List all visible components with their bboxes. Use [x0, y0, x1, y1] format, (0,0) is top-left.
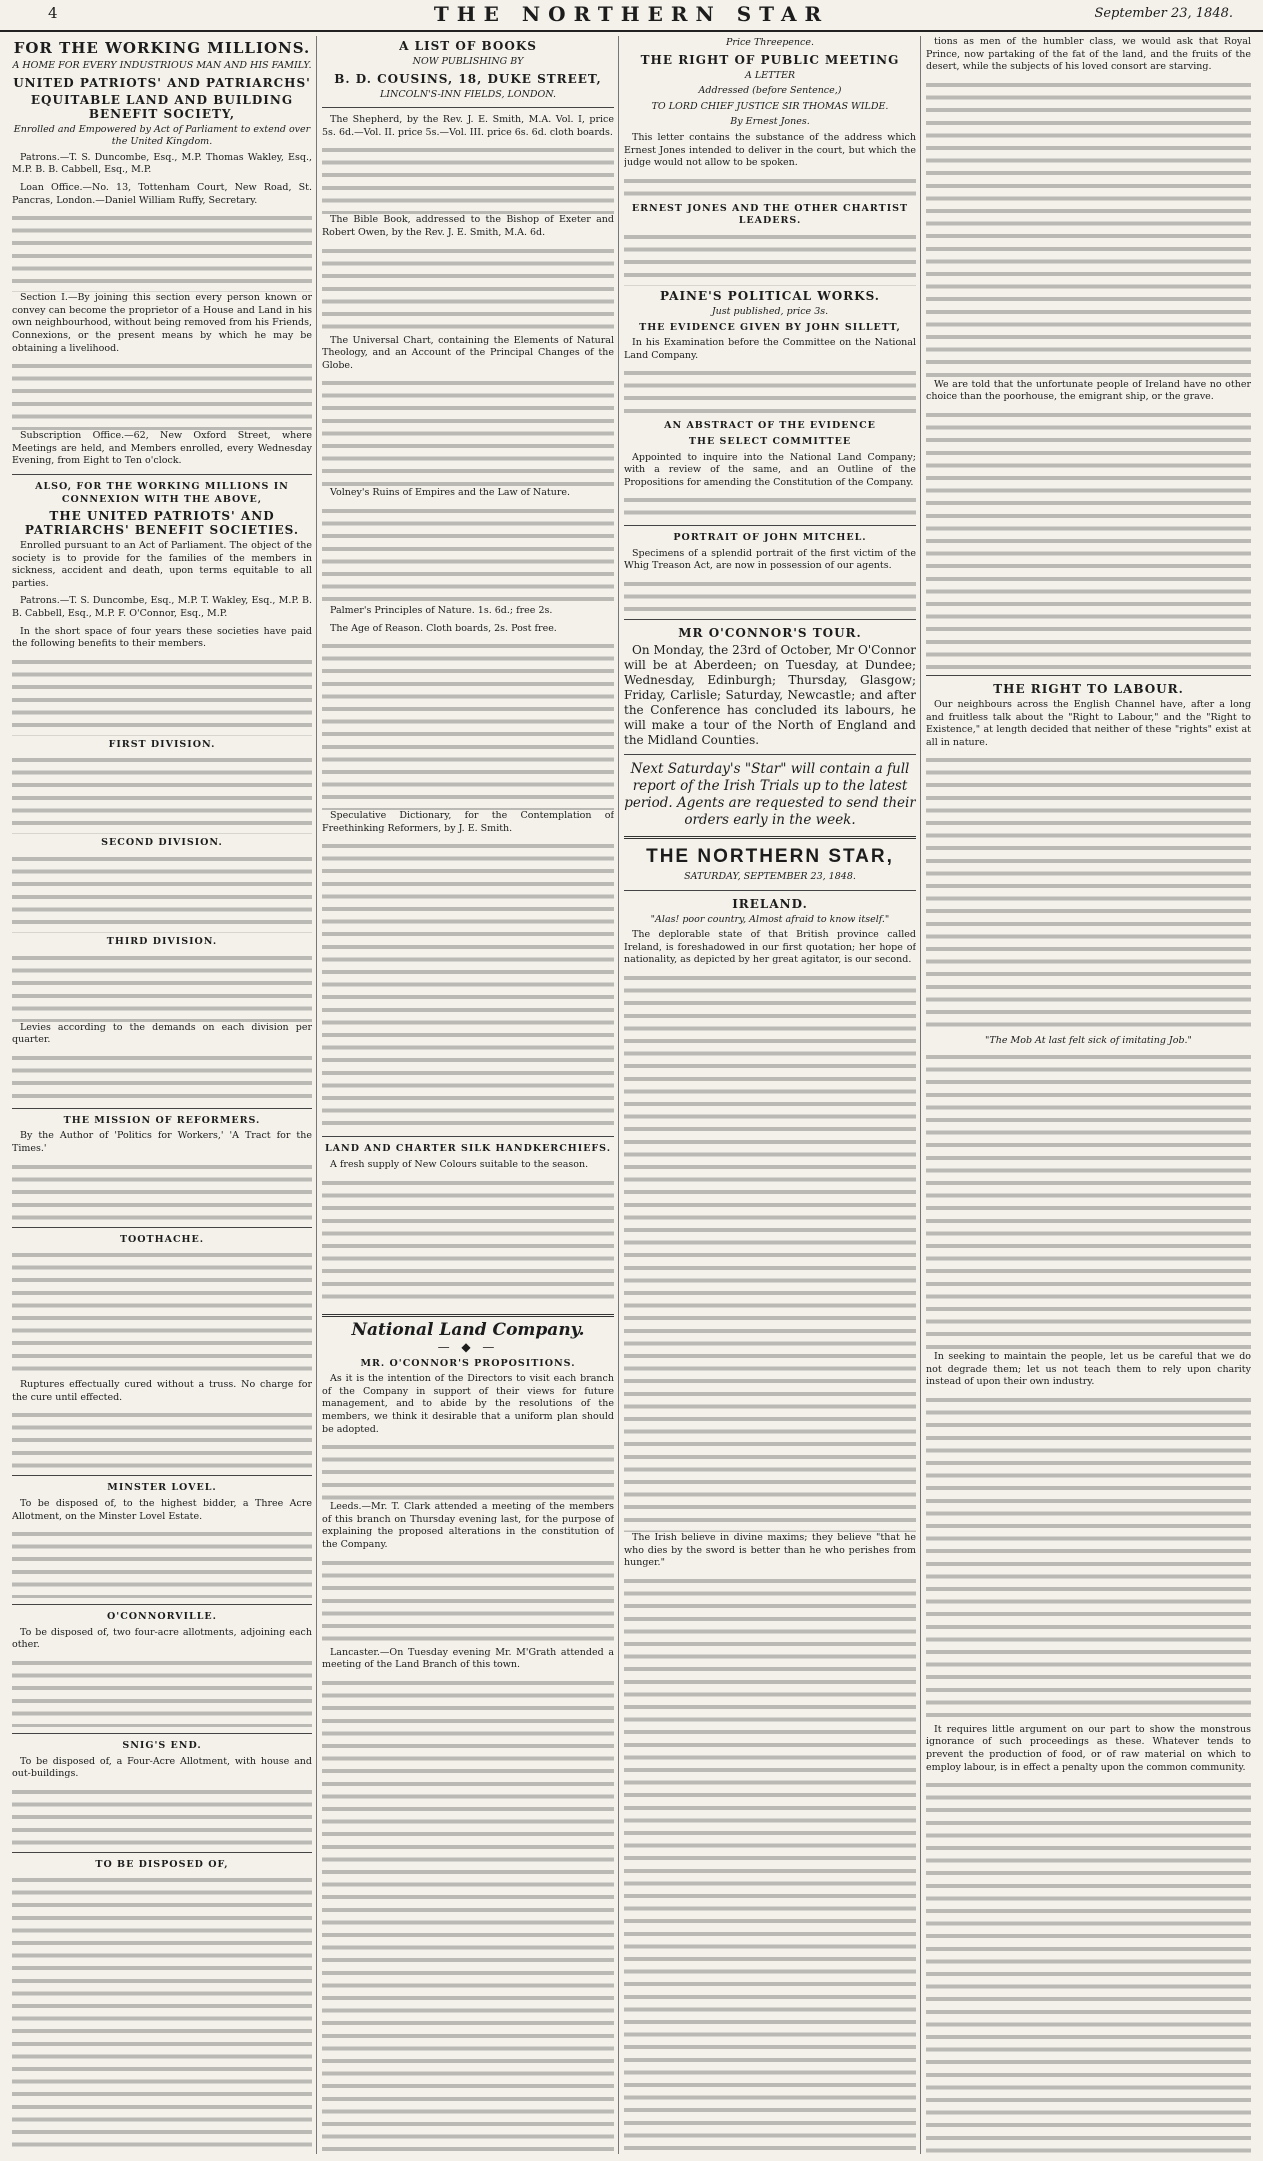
- heading: PORTRAIT OF JOHN MITCHEL.: [673, 532, 867, 544]
- paragraph: Subscription Office.—62, New Oxford Street, where Meetings are held, and Members enrolled, every Wednesday Evening, from Eight to Ten o'clock.: [12, 430, 312, 467]
- leader-date: SATURDAY, SEPTEMBER 23, 1848.: [684, 871, 856, 883]
- divider: [926, 675, 1251, 676]
- body-text: [624, 231, 916, 286]
- book-listing: The Age of Reason. Cloth boards, 2s. Post free.: [330, 622, 557, 634]
- paragraph: The Irish believe in divine maxims; they believe "that he who dies by the sword is better than he who perishes from hunger.": [624, 1532, 916, 1569]
- body-text: [624, 367, 916, 417]
- body-text: [926, 1051, 1251, 1351]
- column-rule: [316, 36, 317, 2154]
- body-text: [12, 1657, 312, 1727]
- divider: [624, 525, 916, 526]
- epigraph: "Alas! poor country, Almost afraid to know itself.": [650, 913, 890, 925]
- divider: [624, 754, 916, 755]
- body-text: [12, 1052, 312, 1102]
- paragraph: This letter contains the substance of the address which Ernest Jones intended to deliver in the court, but which the judge would not allow to be spoken.: [624, 131, 916, 169]
- divider: [12, 1733, 312, 1734]
- heading: PAINE'S POLITICAL WORKS.: [659, 288, 880, 303]
- benefit-table: [12, 853, 312, 933]
- body-text: [12, 1409, 312, 1469]
- paragraph: Ruptures effectually cured without a truss. No charge for the cure until effected.: [12, 1379, 312, 1403]
- body-text: [322, 505, 614, 605]
- heading: THE RIGHT TO LABOUR.: [993, 681, 1184, 696]
- paragraph: Patrons.—T. S. Duncombe, Esq., M.P. T. Wakley, Esq., M.P. B. B. Cabbell, Esq., M.P. F. O'Connor, Esq., M.P.: [12, 595, 312, 620]
- divider: [12, 1227, 312, 1228]
- divider: [322, 1136, 614, 1137]
- divider: [322, 1314, 614, 1317]
- body-text: [322, 1677, 614, 2154]
- paragraph: A fresh supply of New Colours suitable to the season.: [330, 1158, 589, 1170]
- subheading: A LETTER: [744, 69, 796, 81]
- heading: SNIG'S END.: [122, 1739, 202, 1751]
- paragraph: Appointed to inquire into the National Land Company; with a review of the same, and an Outline of the Propositions for amending the Constitution of the Company.: [624, 451, 916, 488]
- paragraph: To be disposed of, to the highest bidder, a Three Acre Allotment, on the Minster Lovel Estate.: [12, 1497, 312, 1522]
- heading: ALSO, FOR THE WORKING MILLIONS IN CONNEXION WITH THE ABOVE,: [35, 480, 289, 505]
- column-4: [926, 36, 1251, 2154]
- heading: EQUITABLE LAND AND BUILDING BENEFIT SOCIETY,: [30, 92, 294, 121]
- divider: [12, 1475, 312, 1476]
- newspaper-title: THE NORTHERN STAR: [433, 2, 830, 26]
- paragraph: In seeking to maintain the people, let us be careful that we do not degrade them; let us not teach them to rely upon charity instead of upon their own industry.: [926, 1350, 1251, 1388]
- body-text: [322, 245, 614, 335]
- book-listing: The Shepherd, by the Rev. J. E. Smith, M.A. Vol. I, price 5s. 6d.—Vol. II. price 5s.—Vol. III. price 6s. 6d. cloth boards.: [322, 114, 614, 138]
- divider: [12, 1852, 312, 1853]
- body-text: [12, 1249, 312, 1379]
- heading: THE MISSION OF REFORMERS.: [63, 1114, 261, 1126]
- heading: FOR THE WORKING MILLIONS.: [13, 39, 311, 57]
- body-text: [12, 212, 312, 292]
- body-text: [624, 972, 916, 1532]
- body-text: [624, 494, 916, 519]
- paragraph: Section I.—By joining this section every person known or convey can become the proprietor of a House and Land in his own neighbourhood, without being removed from his Friends, Connexions, or the present means by which he may be obtaining a livelihood.: [12, 292, 312, 354]
- paragraph: Specimens of a splendid portrait of the first victim of the Whig Treason Act, are now in possession of our agents.: [624, 547, 916, 572]
- heading: THE UNITED PATRIOTS' AND PATRIARCHS' BENEFIT SOCIETIES.: [24, 509, 300, 538]
- paragraph: We are told that the unfortunate people of Ireland have no other choice than the poorhouse, the emigrant ship, or the grave.: [926, 378, 1251, 403]
- heading: THE EVIDENCE GIVEN BY JOHN SILLETT,: [639, 321, 901, 333]
- benefit-table: [12, 952, 312, 1022]
- divider: [322, 107, 614, 108]
- subheading: NOW PUBLISHING BY: [412, 56, 524, 67]
- paragraph: To be disposed of, a Four-Acre Allotment, with house and out-buildings.: [12, 1755, 312, 1780]
- paragraph: Leeds.—Mr. T. Clark attended a meeting of the members of this branch on Thursday evening last, for the purpose of explaining the proposed alterations in the constitution of the Company.: [322, 1501, 614, 1551]
- heading: ERNEST JONES AND THE OTHER CHARTIST LEADERS.: [631, 202, 909, 227]
- paragraph: Loan Office.—No. 13, Tottenham Court, New Road, St. Pancras, London.—Daniel William Ruffy, Secretary.: [12, 181, 312, 206]
- paragraph: Lancaster.—On Tuesday evening Mr. M'Grath attended a meeting of the Land Branch of this town.: [322, 1646, 614, 1671]
- byline: By Ernest Jones.: [730, 116, 810, 128]
- body-text: [322, 640, 614, 810]
- quotation: "The Mob At last felt sick of imitating Job.": [985, 1035, 1192, 1047]
- subheading: Enrolled and Empowered by Act of Parliament to extend over the United Kingdom.: [13, 123, 311, 148]
- leader-title: THE NORTHERN STAR,: [646, 846, 894, 868]
- column-2: [322, 36, 614, 2154]
- body-text: [322, 144, 614, 214]
- column-1: [12, 36, 312, 2154]
- paragraph: Enrolled pursuant to an Act of Parliament. The object of the society is to provide for the families of the members in sickness, accident and death, upon terms equitable to all parties.: [12, 540, 312, 589]
- divider: [12, 1108, 312, 1109]
- paragraph: The deplorable state of that British province called Ireland, is foreshadowed in our first quotation; her hope of nationality, as depicted by her great agitator, is our second.: [624, 929, 916, 966]
- body-text: [12, 1786, 312, 1846]
- page-number: 4: [48, 4, 58, 22]
- ornament-rule: — ◆ —: [437, 1340, 499, 1355]
- body-text: [12, 360, 312, 430]
- benefit-table: [12, 754, 312, 834]
- heading: B. D. COUSINS, 18, DUKE STREET,: [334, 71, 602, 86]
- paragraph: To be disposed of, two four-acre allotments, adjoining each other.: [12, 1626, 312, 1651]
- heading: O'CONNORVILLE.: [107, 1611, 217, 1623]
- paragraph: Patrons.—T. S. Duncombe, Esq., M.P. Thomas Wakley, Esq., M.P. B. B. Cabbell, Esq., M.P.: [12, 151, 312, 176]
- body-text: [12, 1528, 312, 1598]
- body-text: [322, 1177, 614, 1307]
- heading: UNITED PATRIOTS' AND PATRIARCHS': [13, 75, 311, 90]
- price-line: Price Threepence.: [726, 37, 814, 48]
- book-listing: Volney's Ruins of Empires and the Law of Nature.: [330, 487, 570, 499]
- heading: TO BE DISPOSED OF,: [95, 1858, 229, 1870]
- national-land-company-heading: National Land Company.: [351, 1319, 585, 1340]
- body-text: [624, 175, 916, 200]
- issue-date: September 23, 1848.: [1094, 6, 1233, 21]
- heading: IRELAND.: [732, 896, 808, 911]
- heading: THE SELECT COMMITTEE: [688, 435, 852, 447]
- heading: LAND AND CHARTER SILK HANDKERCHIEFS.: [324, 1143, 612, 1155]
- paragraph: In his Examination before the Committee on the National Land Company.: [624, 337, 916, 361]
- body-text: [926, 409, 1251, 669]
- heading: TOOTHACHE.: [119, 1233, 205, 1245]
- heading: THIRD DIVISION.: [106, 936, 218, 948]
- heading: MR. O'CONNOR'S PROPOSITIONS.: [360, 1357, 576, 1369]
- body-text: [322, 840, 614, 1130]
- heading: MR O'CONNOR'S TOUR.: [678, 626, 862, 641]
- body-text: [926, 1779, 1251, 2154]
- divider: [624, 619, 916, 620]
- paragraph: As it is the intention of the Directors to visit each branch of the Company in support of their views for future management, and to abide by the resolutions of the members, we think it desirable that a uniform plan should be adopted.: [322, 1373, 614, 1435]
- body-text: [926, 754, 1251, 1034]
- heading: SECOND DIVISION.: [101, 837, 223, 849]
- paragraph: Levies according to the demands on each division per quarter.: [12, 1021, 312, 1046]
- subheading: LINCOLN'S-INN FIELDS, LONDON.: [379, 88, 557, 100]
- paragraph: It requires little argument on our part to show the monstrous ignorance of such proceedings as these. Whatever tends to prevent the production of food, or of raw material on which to employ labour, is in effect a penalty upon the common community.: [926, 1723, 1251, 1773]
- subheading: TO LORD CHIEF JUSTICE SIR THOMAS WILDE.: [651, 100, 889, 112]
- book-listing: Palmer's Principles of Nature. 1s. 6d.; free 2s.: [330, 604, 553, 616]
- heading: THE RIGHT OF PUBLIC MEETING: [640, 52, 900, 67]
- paragraph: tions as men of the humbler class, we would ask that Royal Prince, now partaking of the fat of the land, and the fruits of the desert, while the subjects of his loved consort are starving.: [926, 36, 1251, 73]
- tour-paragraph: On Monday, the 23rd of October, Mr O'Connor will be at Aberdeen; on Tuesday, at Dundee; Wednesday, Edinburgh; Thursday, Glasgow; Friday, Carlisle; Saturday, Newcastle; and after the Conference has concluded its labours, he will make a tour of the North of England and the Midland Counties.: [624, 643, 916, 748]
- body-text: [926, 1394, 1251, 1724]
- divider: [12, 474, 312, 475]
- subheading: A HOME FOR EVERY INDUSTRIOUS MAN AND HIS FAMILY.: [12, 60, 312, 71]
- column-rule: [920, 36, 921, 2154]
- paragraph: In the short space of four years these societies have paid the following benefits to their members.: [12, 625, 312, 650]
- next-issue-notice: Next Saturday's "Star" will contain a full report of the Irish Trials up to the latest period. Agents are requested to send their orders early in the week.: [624, 761, 916, 829]
- book-listing: The Universal Chart, containing the Elements of Natural Theology, and an Account of the Principal Changes of the Globe.: [322, 334, 614, 371]
- heading: AN ABSTRACT OF THE EVIDENCE: [664, 420, 876, 432]
- subheading: Addressed (before Sentence,): [698, 85, 842, 97]
- body-text: [12, 1874, 312, 2154]
- column-rule: [618, 36, 619, 2154]
- divider: [624, 890, 916, 891]
- body-text: [624, 1575, 916, 2154]
- paragraph: Our neighbours across the English Channel have, after a long and fruitless talk about the "Right to Labour," and the "Right to Existence," at length decided that neither of these "rights" exist at all in nature.: [926, 698, 1251, 748]
- body-text: [12, 1161, 312, 1221]
- heading: A LIST OF BOOKS: [399, 39, 537, 53]
- heading: FIRST DIVISION.: [108, 738, 216, 750]
- book-listing: Speculative Dictionary, for the Contemplation of Freethinking Reformers, by J. E. Smith.: [322, 810, 614, 834]
- summary-table: [12, 656, 312, 736]
- body-text: [322, 377, 614, 487]
- heading: MINSTER LOVEL.: [107, 1482, 217, 1494]
- body-text: [322, 1557, 614, 1647]
- divider: [624, 836, 916, 839]
- body-text: [926, 79, 1251, 379]
- book-listing: The Bible Book, addressed to the Bishop of Exeter and Robert Owen, by the Rev. J. E. Smith, M.A. 6d.: [322, 214, 614, 238]
- divider: [12, 1604, 312, 1605]
- paragraph: By the Author of 'Politics for Workers,' 'A Tract for the Times.': [12, 1130, 312, 1154]
- body-text: [624, 578, 916, 613]
- column-3: [624, 36, 916, 2154]
- subheading: Just published, price 3s.: [711, 305, 829, 317]
- masthead: [0, 0, 1263, 32]
- body-text: [322, 1441, 614, 1501]
